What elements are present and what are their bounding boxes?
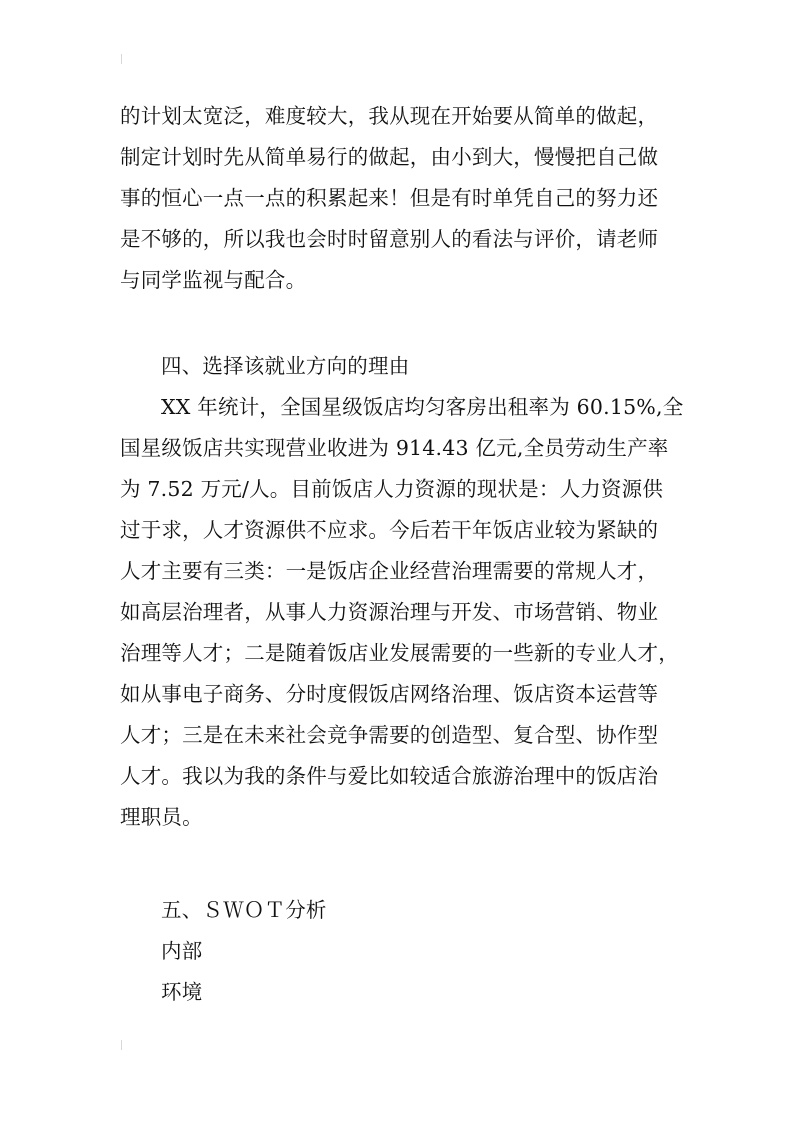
- text-line: 过于求，人才资源供不应求。今后若干年饭店业较为紧缺的: [120, 518, 659, 542]
- text-line: 事的恒心一点一点的积累起来！但是有时单凭自己的努力还: [120, 186, 659, 210]
- text-line: XX 年统计，全国星级饭店均匀客房出租率为 60.15%,全: [161, 395, 684, 419]
- paragraph-plan: [120, 96, 680, 301]
- crop-mark-top: [121, 54, 122, 64]
- section-heading: 五、ＳＷＯＴ分析: [161, 898, 327, 922]
- text-line: 是不够的，所以我也会时时留意别人的看法与评价，请老师: [120, 227, 659, 251]
- text-line: 人才主要有三类：一是饭店企业经营治理需要的常规人才，: [120, 559, 659, 583]
- text-line: 治理等人才；二是随着饭店业发展需要的一些新的专业人才，: [120, 641, 679, 665]
- text-line: 为 7.52 万元/人。目前饭店人力资源的现状是：人力资源供: [120, 477, 664, 501]
- text-line: 制定计划时先从简单易行的做起，由小到大，慢慢把自己做: [120, 145, 659, 169]
- text-line: 的计划太宽泛，难度较大，我从现在开始要从简单的做起，: [120, 104, 659, 128]
- swot-sub-label: 内部: [161, 939, 203, 963]
- text-line: 与同学监视与配合。: [120, 268, 307, 292]
- section-career-reason: [120, 346, 684, 838]
- crop-mark-bottom: [121, 1040, 122, 1050]
- text-line: 如从事电子商务、分时度假饭店网络治理、饭店资本运营等: [120, 682, 659, 706]
- text-line: 如高层治理者，从事人力资源治理与开发、市场营销、物业: [120, 600, 659, 624]
- section-swot: [120, 890, 680, 1013]
- section-heading: 四、选择该就业方向的理由: [161, 354, 410, 378]
- swot-sub-label: 环境: [161, 980, 203, 1004]
- text-line: 人才。我以为我的条件与爱比如较适合旅游治理中的饭店治: [120, 764, 659, 788]
- text-line: 国星级饭店共实现营业收进为 914.43 亿元,全员劳动生产率: [120, 436, 669, 460]
- text-line: 理职员。: [120, 805, 203, 829]
- text-line: 人才；三是在未来社会竞争需要的创造型、复合型、协作型: [120, 723, 659, 747]
